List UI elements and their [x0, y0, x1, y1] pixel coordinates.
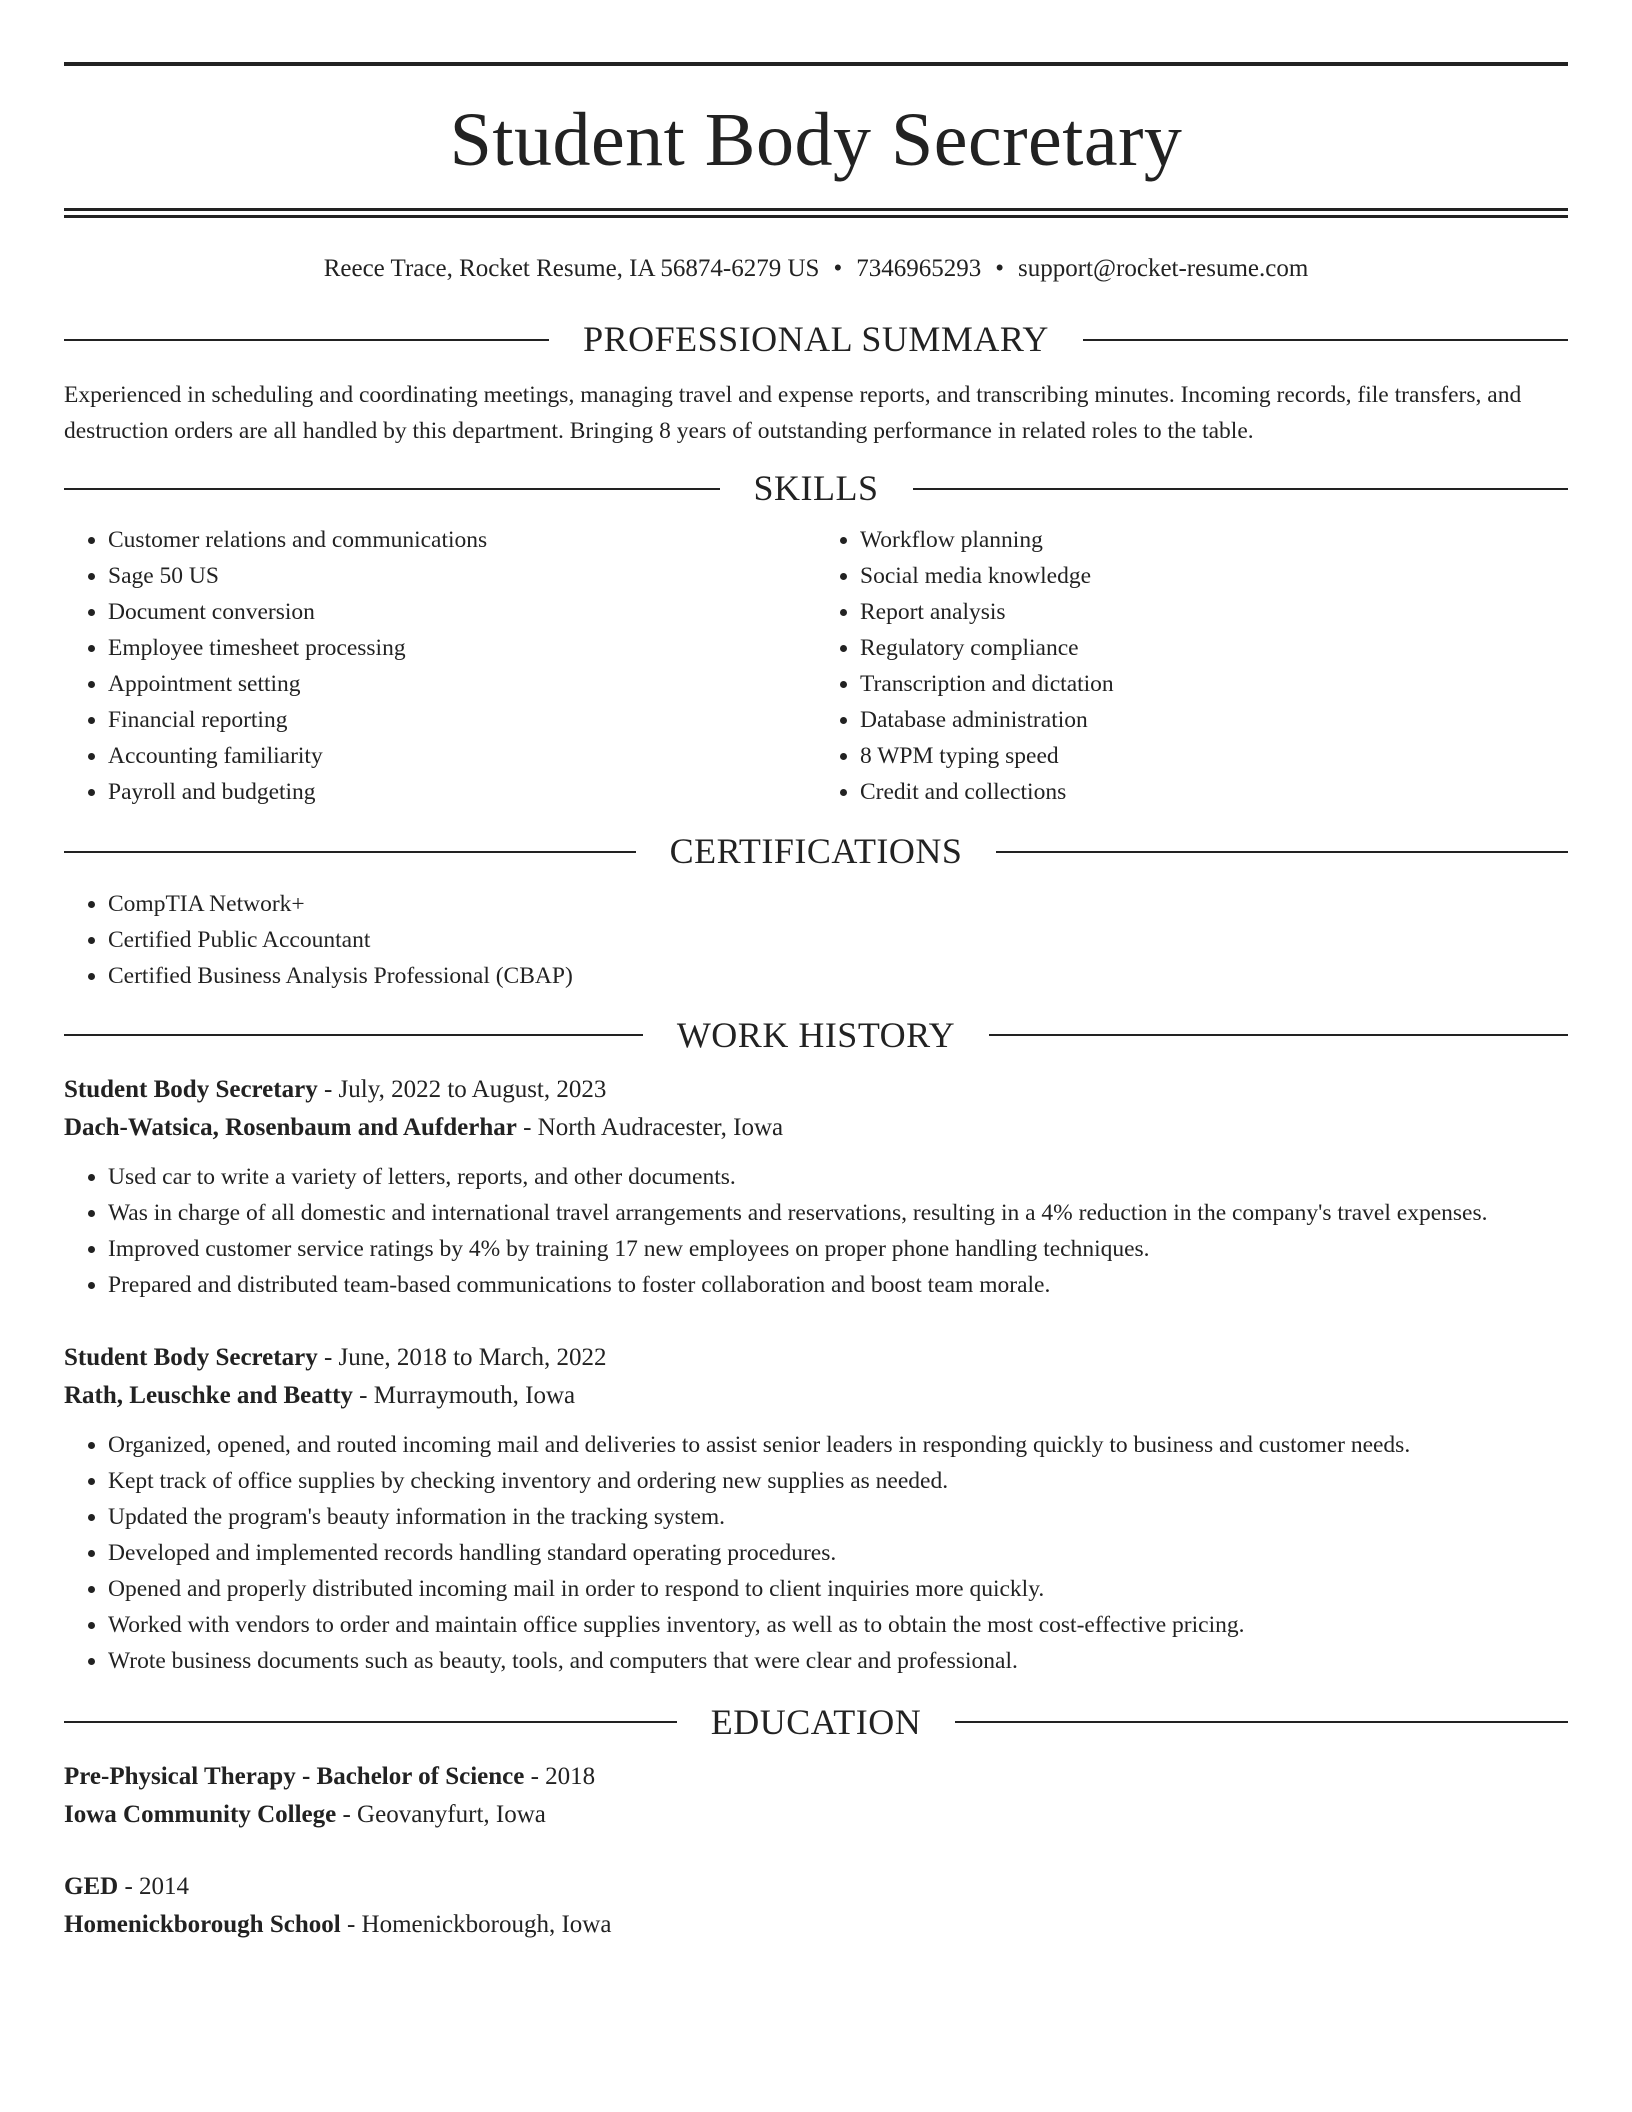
section-title-skills: SKILLS [753, 468, 879, 509]
education-degree: Pre-Physical Therapy - Bachelor of Science [64, 1762, 525, 1790]
job-company: Rath, Leuschke and Beatty [64, 1381, 353, 1409]
list-item: • Appointment setting [108, 666, 816, 702]
list-item: • Customer relations and communications [108, 522, 816, 558]
education-school: Iowa Community College [64, 1800, 337, 1828]
section-title-summary: PROFESSIONAL SUMMARY [583, 319, 1049, 359]
education-list [64, 1758, 1568, 1944]
divider-line [64, 339, 549, 341]
list-item: • Workflow planning [860, 522, 1568, 558]
education-school-line [64, 1906, 1568, 1944]
job-bullets [64, 1427, 1568, 1679]
education-school-line [64, 1796, 1568, 1834]
section-header-summary [64, 318, 1568, 361]
skills-column-left [64, 522, 816, 810]
contact-address: Reece Trace, Rocket Resume, IA 56874-6279 US [323, 255, 820, 282]
list-item: • Credit and collections [860, 774, 1568, 810]
list-item: • Was in charge of all domestic and international travel arrangements and reservations, resulting in a 4% reduction in the company's travel expenses. [108, 1195, 1568, 1231]
list-item: • Social media knowledge [860, 558, 1568, 594]
divider-line [64, 851, 636, 853]
divider-line [64, 1721, 677, 1723]
list-item: • Opened and properly distributed incoming mail in order to respond to client inquiries more quickly. [108, 1571, 1568, 1607]
job-entry [64, 1071, 1568, 1303]
job-company: Dach-Watsica, Rosenbaum and Aufderhar [64, 1113, 517, 1141]
contact-phone: 7346965293 [856, 255, 982, 282]
list-item: • Payroll and budgeting [108, 774, 816, 810]
list-item: • 8 WPM typing speed [860, 738, 1568, 774]
list-item: • Used car to write a variety of letters, reports, and other documents. [108, 1159, 1568, 1195]
list-item: • Regulatory compliance [860, 630, 1568, 666]
divider-line [64, 488, 720, 490]
list-item: • Document conversion [108, 594, 816, 630]
certifications-list [64, 886, 1568, 994]
list-item: • Database administration [860, 702, 1568, 738]
list-item: • Report analysis [860, 594, 1568, 630]
job-company-line [64, 1109, 1568, 1147]
skills-grid [64, 522, 1568, 810]
divider-line [955, 1721, 1568, 1723]
divider-line [996, 851, 1568, 853]
contact-separator: • [833, 255, 843, 282]
section-header-work [64, 1014, 1568, 1057]
list-item: • Sage 50 US [108, 558, 816, 594]
education-year: - 2018 [524, 1762, 596, 1790]
education-entry [64, 1868, 1568, 1944]
list-item: • Certified Business Analysis Professional (CBAP) [108, 958, 1568, 994]
education-degree-line [64, 1868, 1568, 1906]
job-company-line [64, 1377, 1568, 1415]
list-item: • Wrote business documents such as beauty, tools, and computers that were clear and professional. [108, 1643, 1568, 1679]
contact-email: support@rocket-resume.com [1018, 255, 1309, 282]
skills-column-right [816, 522, 1568, 810]
list-item: • Transcription and dictation [860, 666, 1568, 702]
job-location: - Murraymouth, Iowa [352, 1381, 576, 1409]
section-title-certifications: CERTIFICATIONS [669, 831, 963, 872]
title-double-rule [64, 208, 1568, 218]
divider-line [989, 1034, 1568, 1036]
education-degree-line [64, 1758, 1568, 1796]
skills-list-right [816, 522, 1568, 810]
list-item: • Financial reporting [108, 702, 816, 738]
list-item: • Accounting familiarity [108, 738, 816, 774]
divider-line [64, 1034, 643, 1036]
job-location: - North Audracester, Iowa [516, 1113, 784, 1141]
list-item: • Employee timesheet processing [108, 630, 816, 666]
top-rule [64, 62, 1568, 66]
section-title-education: EDUCATION [710, 1701, 922, 1742]
section-header-certifications [64, 830, 1568, 873]
contact-line [64, 254, 1568, 284]
job-title: Student Body Secretary [64, 1075, 318, 1103]
job-title-line [64, 1339, 1568, 1377]
list-item: • Certified Public Accountant [108, 922, 1568, 958]
list-item: • Developed and implemented records handling standard operating procedures. [108, 1535, 1568, 1571]
education-year: - 2014 [118, 1872, 190, 1900]
work-history-list [64, 1071, 1568, 1679]
education-school: Homenickborough School [64, 1910, 341, 1938]
list-item: • Prepared and distributed team-based communications to foster collaboration and boost team morale. [108, 1267, 1568, 1303]
divider-line [913, 488, 1569, 490]
section-title-work: WORK HISTORY [676, 1014, 956, 1055]
summary-text: Experienced in scheduling and coordinating meetings, managing travel and expense reports, and transcribing minutes. Incoming records, file transfers, and destruction orders are all handled by this department. Bringing 8 years of outstanding performance in related roles to the table. [64, 382, 1522, 445]
job-title: Student Body Secretary [64, 1343, 318, 1371]
section-header-skills [64, 467, 1568, 510]
skills-list-left [64, 522, 816, 810]
list-item: • Kept track of office supplies by checking inventory and ordering new supplies as needed. [108, 1463, 1568, 1499]
job-dates: - June, 2018 to March, 2022 [317, 1343, 607, 1371]
job-title-line [64, 1071, 1568, 1109]
contact-separator: • [995, 255, 1004, 282]
job-bullets [64, 1159, 1568, 1303]
section-header-education [64, 1701, 1568, 1744]
resume-title: Student Body Secretary [449, 98, 1183, 182]
divider-line [1083, 339, 1568, 341]
job-entry [64, 1339, 1568, 1679]
education-degree: GED [64, 1872, 119, 1900]
list-item: • CompTIA Network+ [108, 886, 1568, 922]
education-location: - Geovanyfurt, Iowa [336, 1800, 546, 1828]
education-entry [64, 1758, 1568, 1834]
job-dates: - July, 2022 to August, 2023 [317, 1075, 607, 1103]
list-item: • Updated the program's beauty information in the tracking system. [108, 1499, 1568, 1535]
list-item: • Improved customer service ratings by 4% by training 17 new employees on proper phone handling techniques. [108, 1231, 1568, 1267]
list-item: • Worked with vendors to order and maintain office supplies inventory, as well as to obtain the most cost-effective pricing. [108, 1607, 1568, 1643]
certifications-block [64, 886, 1568, 994]
education-location: - Homenickborough, Iowa [340, 1910, 612, 1938]
list-item: • Organized, opened, and routed incoming mail and deliveries to assist senior leaders in responding quickly to business and customer needs. [108, 1427, 1568, 1463]
